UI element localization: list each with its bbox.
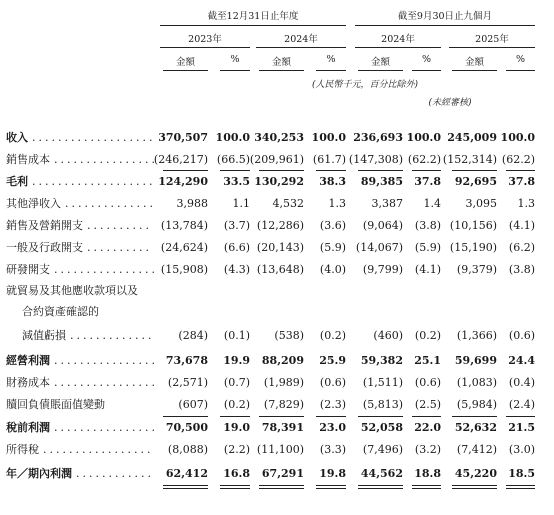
amount-cell: (5,813) bbox=[362, 398, 403, 411]
amount-cell: (14,067) bbox=[355, 241, 403, 254]
dot-leader: ................... bbox=[32, 175, 156, 188]
amount-cell: 45,220 bbox=[454, 467, 497, 480]
percent-cell: 100.0 bbox=[406, 131, 441, 144]
amount-cell: (8,088) bbox=[167, 443, 208, 456]
amount-cell: 4,532 bbox=[272, 197, 304, 210]
percent-cell: 1.3 bbox=[517, 197, 535, 210]
amount-cell: 92,695 bbox=[454, 175, 497, 188]
percent-cell: 22.0 bbox=[414, 421, 441, 434]
row-label: 贖回負債賬面值變動 bbox=[6, 398, 105, 411]
amount-cell: (152,314) bbox=[442, 153, 497, 166]
divider bbox=[259, 488, 304, 489]
dot-leader: ................. bbox=[43, 443, 154, 456]
divider bbox=[358, 70, 403, 71]
dot-leader: ................ bbox=[54, 376, 158, 389]
row-label: 年／期內利潤 bbox=[6, 467, 72, 480]
amount-cell: 78,391 bbox=[261, 421, 304, 434]
divider bbox=[259, 485, 304, 486]
dot-leader: ................ bbox=[54, 421, 158, 434]
divider bbox=[316, 485, 346, 486]
divider bbox=[163, 170, 208, 171]
table-row bbox=[0, 194, 554, 214]
divider bbox=[160, 25, 346, 26]
divider bbox=[220, 485, 250, 486]
percent-cell: 100.0 bbox=[215, 131, 250, 144]
divider bbox=[355, 47, 441, 48]
divider bbox=[506, 488, 535, 489]
table-row bbox=[0, 238, 554, 258]
percent-cell: (0.4) bbox=[508, 376, 535, 389]
percent-cell: 25.9 bbox=[319, 354, 346, 367]
year-header-2025-9m: 2025年 bbox=[475, 34, 509, 45]
table-row bbox=[0, 464, 554, 484]
amount-cell: (10,156) bbox=[449, 219, 497, 232]
amount-cell: (7,496) bbox=[362, 443, 403, 456]
amount-cell: 67,291 bbox=[261, 467, 304, 480]
divider bbox=[412, 488, 441, 489]
amount-cell: (13,784) bbox=[160, 219, 208, 232]
percent-cell: (5.9) bbox=[414, 241, 441, 254]
row-label: 合約資產確認的 bbox=[22, 305, 99, 318]
dot-leader: .......... bbox=[87, 219, 152, 232]
divider bbox=[506, 485, 535, 486]
percent-cell: (3.6) bbox=[319, 219, 346, 232]
year-header-2024-9m: 2024年 bbox=[381, 34, 415, 45]
divider bbox=[358, 485, 403, 486]
table-row bbox=[0, 351, 554, 371]
percent-cell: (0.1) bbox=[223, 329, 250, 342]
unaudited-note: (未經審核) bbox=[428, 98, 472, 108]
amount-cell: (538) bbox=[274, 329, 304, 342]
year-header-2024-fy: 2024年 bbox=[284, 34, 318, 45]
percent-cell: 37.8 bbox=[414, 175, 441, 188]
percent-cell: (3.3) bbox=[319, 443, 346, 456]
divider bbox=[316, 70, 346, 71]
amount-cell: (12,286) bbox=[256, 219, 304, 232]
percent-cell: (5.9) bbox=[319, 241, 346, 254]
percent-cell: (4.1) bbox=[508, 219, 535, 232]
amount-cell: 340,253 bbox=[254, 131, 304, 144]
col-header-pct: % bbox=[515, 54, 526, 65]
amount-cell: 88,209 bbox=[261, 354, 304, 367]
percent-cell: (6.6) bbox=[223, 241, 250, 254]
period-header-9m: 截至9月30日止九個月 bbox=[397, 11, 493, 22]
divider bbox=[220, 70, 250, 71]
table-row bbox=[0, 128, 554, 148]
dot-leader: ............. bbox=[70, 329, 155, 342]
divider bbox=[259, 70, 304, 71]
percent-cell: 18.5 bbox=[508, 467, 535, 480]
percent-cell: (3.2) bbox=[414, 443, 441, 456]
percent-cell: (2.4) bbox=[508, 398, 535, 411]
amount-cell: (13,648) bbox=[256, 263, 304, 276]
row-label: 毛利 bbox=[6, 175, 28, 188]
table-row bbox=[0, 260, 554, 280]
amount-cell: (7,412) bbox=[456, 443, 497, 456]
amount-cell: (11,100) bbox=[256, 443, 304, 456]
amount-cell: 3,387 bbox=[371, 197, 403, 210]
amount-cell: (2,571) bbox=[167, 376, 208, 389]
percent-cell: 33.5 bbox=[223, 175, 250, 188]
amount-cell: (460) bbox=[373, 329, 403, 342]
percent-cell: 38.3 bbox=[319, 175, 346, 188]
divider bbox=[412, 170, 441, 171]
percent-cell: (66.5) bbox=[216, 153, 250, 166]
row-label: 銷售及營銷開支 bbox=[6, 219, 83, 232]
percent-cell: (6.2) bbox=[508, 241, 535, 254]
row-label: 銷售成本 bbox=[6, 153, 50, 166]
percent-cell: 19.0 bbox=[223, 421, 250, 434]
divider bbox=[163, 488, 208, 489]
row-label: 經營利潤 bbox=[6, 354, 50, 367]
table-row bbox=[0, 216, 554, 236]
table-row bbox=[0, 418, 554, 438]
divider bbox=[220, 488, 250, 489]
percent-cell: 18.8 bbox=[414, 467, 441, 480]
divider bbox=[452, 488, 497, 489]
percent-cell: (3.0) bbox=[508, 443, 535, 456]
divider bbox=[358, 488, 403, 489]
divider bbox=[506, 70, 535, 71]
dot-leader: .......... bbox=[87, 241, 152, 254]
percent-cell: (62.2) bbox=[407, 153, 441, 166]
percent-cell: 100.0 bbox=[311, 131, 346, 144]
table-row bbox=[0, 440, 554, 460]
amount-cell: 70,500 bbox=[165, 421, 208, 434]
percent-cell: (3.7) bbox=[223, 219, 250, 232]
divider bbox=[259, 170, 304, 171]
table-row bbox=[0, 150, 554, 170]
divider bbox=[220, 416, 250, 417]
col-header-amount: 金額 bbox=[175, 57, 195, 68]
amount-cell: 3,988 bbox=[176, 197, 208, 210]
col-header-amount: 金額 bbox=[271, 57, 291, 68]
divider bbox=[316, 170, 346, 171]
amount-cell: 62,412 bbox=[165, 467, 208, 480]
row-label: 研發開支 bbox=[6, 263, 50, 276]
percent-cell: 1.1 bbox=[232, 197, 250, 210]
percent-cell: (0.2) bbox=[414, 329, 441, 342]
table-row bbox=[0, 373, 554, 393]
amount-cell: 59,382 bbox=[360, 354, 403, 367]
amount-cell: (209,961) bbox=[249, 153, 304, 166]
percent-cell: (0.6) bbox=[508, 329, 535, 342]
amount-cell: 124,290 bbox=[158, 175, 208, 188]
amount-cell: 59,699 bbox=[454, 354, 497, 367]
table-row bbox=[0, 172, 554, 192]
percent-cell: (2.2) bbox=[223, 443, 250, 456]
divider bbox=[412, 485, 441, 486]
divider bbox=[452, 416, 497, 417]
percent-cell: 1.4 bbox=[423, 197, 441, 210]
amount-cell: 89,385 bbox=[360, 175, 403, 188]
percent-cell: 37.8 bbox=[508, 175, 535, 188]
percent-cell: (3.8) bbox=[508, 263, 535, 276]
divider bbox=[160, 47, 250, 48]
divider bbox=[358, 416, 403, 417]
percent-cell: (0.2) bbox=[223, 398, 250, 411]
amount-cell: (1,083) bbox=[456, 376, 497, 389]
percent-cell: (0.2) bbox=[319, 329, 346, 342]
divider bbox=[256, 47, 346, 48]
dot-leader: ............ bbox=[76, 467, 154, 480]
percent-cell: (62.2) bbox=[501, 153, 535, 166]
amount-cell: (7,829) bbox=[263, 398, 304, 411]
divider bbox=[163, 416, 208, 417]
divider bbox=[506, 416, 535, 417]
row-label: 減值虧損 bbox=[22, 329, 66, 342]
table-row bbox=[0, 302, 554, 322]
divider bbox=[163, 70, 208, 71]
percent-cell: 1.3 bbox=[328, 197, 346, 210]
col-header-pct: % bbox=[421, 54, 432, 65]
percent-cell: 19.9 bbox=[223, 354, 250, 367]
table-row bbox=[0, 281, 554, 301]
row-label: 所得稅 bbox=[6, 443, 39, 456]
percent-cell: 16.8 bbox=[223, 467, 250, 480]
divider bbox=[355, 25, 535, 26]
divider bbox=[316, 488, 346, 489]
percent-cell: (2.5) bbox=[414, 398, 441, 411]
divider bbox=[452, 485, 497, 486]
divider bbox=[452, 170, 497, 171]
dot-leader: .............. bbox=[65, 197, 156, 210]
year-header-2023: 2023年 bbox=[188, 34, 222, 45]
percent-cell: (4.0) bbox=[319, 263, 346, 276]
percent-cell: (3.8) bbox=[414, 219, 441, 232]
divider bbox=[358, 170, 403, 171]
row-label: 收入 bbox=[6, 131, 28, 144]
amount-cell: (1,366) bbox=[456, 329, 497, 342]
divider bbox=[163, 485, 208, 486]
amount-cell: 52,058 bbox=[360, 421, 403, 434]
percent-cell: 21.5 bbox=[508, 421, 535, 434]
unit-note: (人民幣千元，百分比除外) bbox=[311, 80, 419, 90]
amount-cell: (1,989) bbox=[263, 376, 304, 389]
divider bbox=[506, 170, 535, 171]
row-label: 一般及行政開支 bbox=[6, 241, 83, 254]
amount-cell: 3,095 bbox=[465, 197, 497, 210]
percent-cell: 100.0 bbox=[500, 131, 535, 144]
amount-cell: (607) bbox=[178, 398, 208, 411]
amount-cell: 236,693 bbox=[353, 131, 403, 144]
dot-leader: ................ bbox=[54, 263, 158, 276]
percent-cell: (0.7) bbox=[223, 376, 250, 389]
percent-cell: 23.0 bbox=[319, 421, 346, 434]
percent-cell: (4.3) bbox=[223, 263, 250, 276]
amount-cell: (15,190) bbox=[449, 241, 497, 254]
percent-cell: (0.6) bbox=[414, 376, 441, 389]
amount-cell: 370,507 bbox=[158, 131, 208, 144]
col-header-pct: % bbox=[326, 54, 336, 65]
amount-cell: 52,632 bbox=[454, 421, 497, 434]
col-header-pct: % bbox=[230, 54, 240, 65]
amount-cell: (15,908) bbox=[160, 263, 208, 276]
period-header-fy: 截至12月31日止年度 bbox=[207, 11, 299, 22]
table-row bbox=[0, 395, 554, 415]
amount-cell: 44,562 bbox=[360, 467, 403, 480]
amount-cell: (147,308) bbox=[348, 153, 403, 166]
amount-cell: (9,379) bbox=[456, 263, 497, 276]
dot-leader: ................... bbox=[32, 131, 156, 144]
amount-cell: (246,217) bbox=[153, 153, 208, 166]
amount-cell: (9,799) bbox=[362, 263, 403, 276]
amount-cell: (20,143) bbox=[256, 241, 304, 254]
amount-cell: (9,064) bbox=[362, 219, 403, 232]
divider bbox=[412, 70, 441, 71]
row-label: 其他淨收入 bbox=[6, 197, 61, 210]
divider bbox=[452, 70, 497, 71]
amount-cell: (284) bbox=[178, 329, 208, 342]
percent-cell: (0.6) bbox=[319, 376, 346, 389]
dot-leader: ................ bbox=[54, 354, 158, 367]
divider bbox=[449, 47, 535, 48]
percent-cell: 25.1 bbox=[414, 354, 441, 367]
amount-cell: 73,678 bbox=[165, 354, 208, 367]
dot-leader: ................ bbox=[54, 153, 158, 166]
row-label: 財務成本 bbox=[6, 376, 50, 389]
amount-cell: 130,292 bbox=[254, 175, 304, 188]
amount-cell: (24,624) bbox=[160, 241, 208, 254]
amount-cell: 245,009 bbox=[447, 131, 497, 144]
col-header-amount: 金額 bbox=[464, 57, 484, 68]
divider bbox=[259, 416, 304, 417]
percent-cell: (61.7) bbox=[312, 153, 346, 166]
row-label: 就貿易及其他應收款項以及 bbox=[6, 284, 138, 297]
col-header-amount: 金額 bbox=[370, 57, 390, 68]
percent-cell: 19.8 bbox=[319, 467, 346, 480]
divider bbox=[412, 416, 441, 417]
divider bbox=[220, 170, 250, 171]
divider bbox=[316, 416, 346, 417]
percent-cell: (4.1) bbox=[414, 263, 441, 276]
amount-cell: (5,984) bbox=[456, 398, 497, 411]
percent-cell: (2.3) bbox=[319, 398, 346, 411]
table-row bbox=[0, 326, 554, 346]
amount-cell: (1,511) bbox=[362, 376, 403, 389]
percent-cell: 24.4 bbox=[508, 354, 535, 367]
row-label: 稅前利潤 bbox=[6, 421, 50, 434]
